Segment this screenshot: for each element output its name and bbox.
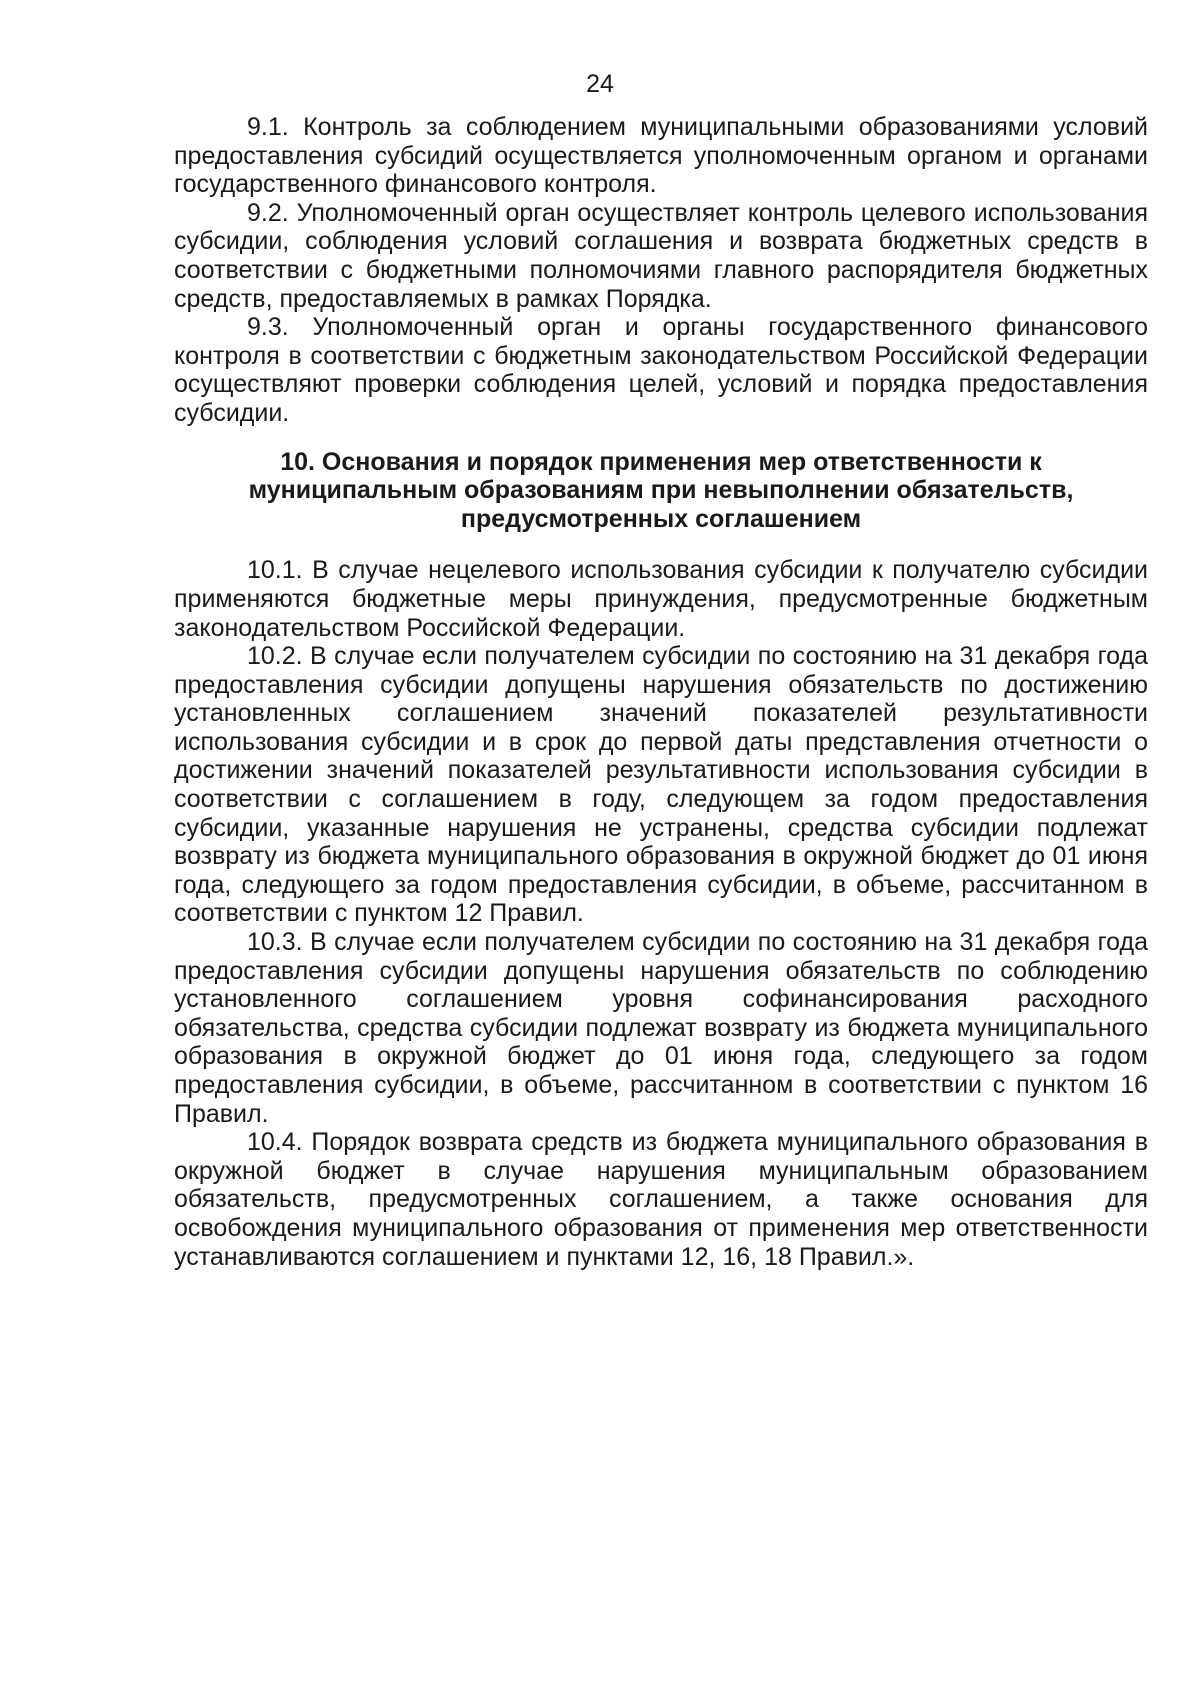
document-body	[174, 113, 1148, 1271]
paragraph-10-4: 10.4. Порядок возврата средств из бюджета муниципального образования в окружной бюджет в случае нарушения муниципальным образованием обязательств, предусмотренных соглашением, а также основания для освобождения муниципального образования от применения мер ответственности устанавливаются соглашением и пунктами 12, 16, 18 Правил.».	[174, 1128, 1148, 1271]
paragraph-9-3: 9.3. Уполномоченный орган и органы государственного финансового контроля в соответствии с бюджетным законодательством Российской Федерации осуществляют проверки соблюдения целей, условий и порядка предоставления субсидии.	[174, 313, 1148, 427]
paragraph-10-2: 10.2. В случае если получателем субсидии по состоянию на 31 декабря года предоставления субсидии допущены нарушения обязательств по достижению установленных соглашением значений показателей результативности использования субсидии и в срок до первой даты представления отчетности о достижении значений показателей результативности использования субсидии в соответствии с соглашением в году, следующем за годом предоставления субсидии, указанные нарушения не устранены, средства субсидии подлежат возврату из бюджета муниципального образования в окружной бюджет до 01 июня года, следующего за годом предоставления субсидии, в объеме, рассчитанном в соответствии с пунктом 12 Правил.	[174, 642, 1148, 928]
paragraph-9-2: 9.2. Уполномоченный орган осуществляет контроль целевого использования субсидии, соблюдения условий соглашения и возврата бюджетных средств в соответствии с бюджетными полномочиями главного распорядителя бюджетных средств, предоставляемых в рамках Порядка.	[174, 198, 1148, 313]
paragraph-10-1: 10.1. В случае нецелевого использования субсидии к получателю субсидии применяются бюджетные меры принуждения, предусмотренные бюджетным законодательством Российской Федерации.	[174, 556, 1148, 642]
paragraph-9-1: 9.1. Контроль за соблюдением муниципальными образованиями условий предоставления субсидий осуществляется уполномоченным органом и органами государственного финансового контроля.	[174, 113, 1148, 199]
paragraph-10-3: 10.3. В случае если получателем субсидии по состоянию на 31 декабря года предоставления субсидии допущены нарушения обязательств по соблюдению установленного соглашением уровня софинансирования расходного обязательства, средства субсидии подлежат возврату из бюджета муниципального образования в окружной бюджет до 01 июня года, следующего за годом предоставления субсидии, в объеме, рассчитанном в соответствии с пунктом 16 Правил.	[174, 928, 1148, 1128]
section-heading-10: 10. Основания и порядок применения мер ответственности к муниципальным образованиям при невыполнении обязательств, предусмотренных соглашением	[248, 447, 1074, 533]
page-number: 24	[586, 70, 614, 98]
